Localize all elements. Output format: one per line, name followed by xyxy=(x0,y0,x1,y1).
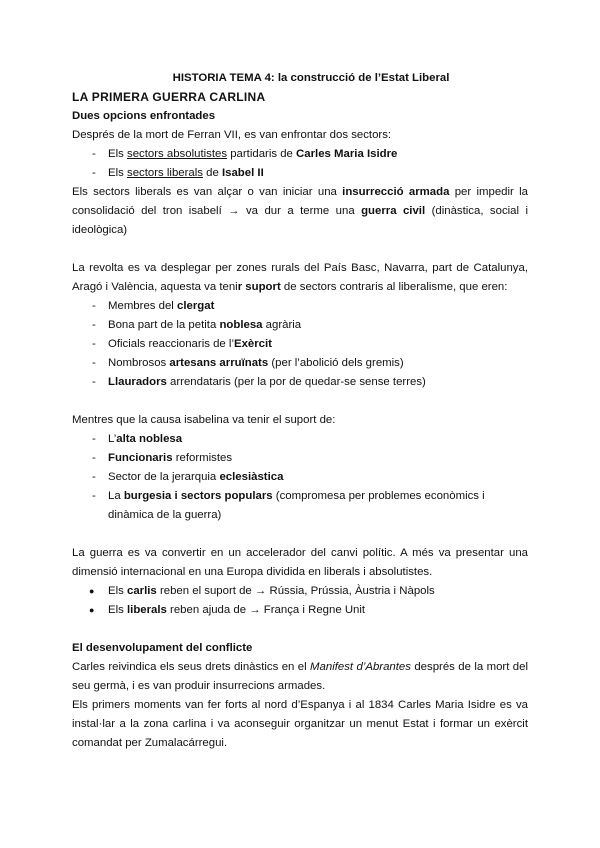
list-item: - Bona part de la petita noblesa agrària xyxy=(72,316,528,335)
paragraph-isabel-cause: Mentres que la causa isabelina va tenir el suport de: xyxy=(72,414,336,426)
sectors-absolutistes-link[interactable]: sectors absolutistes xyxy=(127,148,228,160)
isabel-support-list xyxy=(72,430,528,525)
list-item: - Nombrosos artesans arruïnats (per l’abolició dels gremis) xyxy=(72,354,528,373)
paragraph-revolt: La revolta es va desplegar per zones rurals del País Basc, Navarra, part de Catalunya, Aragó i València, aquesta va tenir suport de sectors contraris al liberalisme, que eren: xyxy=(72,262,528,293)
list-item: - Els sectors absolutistes partidaris de Carles Maria Isidre xyxy=(72,145,528,164)
sectors-liberals-link[interactable]: sectors liberals xyxy=(127,167,203,179)
list-item: - Sector de la jerarquia eclesiàstica xyxy=(72,468,528,487)
list-item: - La burgesia i sectors populars (compromesa per problemes econòmics i dinàmica de la guerra) xyxy=(72,487,528,525)
list-item: - Llauradors arrendataris (per la por de quedar-se sense terres) xyxy=(72,373,528,392)
list-item: - Els sectors liberals de Isabel II xyxy=(72,164,528,183)
carlist-support-list xyxy=(72,297,528,392)
subheading-two-options: Dues opcions enfrontades xyxy=(72,110,216,122)
paragraph-manifest: Carles reivindica els seus drets dinàstics en el Manifest d’Abrantes després de la mort del seu germà, i es van produir insurrecions armades. xyxy=(72,661,528,692)
list-item: - Oficials reaccionaris de l’Exèrcit xyxy=(72,335,528,354)
paragraph-first-moments: Els primers moments van fer forts al nord d’Espanya i al 1834 Carles Maria Isidre es va instal·lar a la zona carlina i va aconseguir organitzar un menut Estat i formar un exèrcit comandat per Zumalacárregui. xyxy=(72,699,528,749)
intro-paragraph: Després de la mort de Ferran VII, es van enfrontar dos sectors: xyxy=(72,129,392,141)
international-support-list xyxy=(72,582,528,620)
sectors-list xyxy=(72,145,528,183)
list-item: - Membres del clergat xyxy=(72,297,528,316)
paragraph-political-change: La guerra es va convertir en un accelerador del canvi polític. A més va presentar una dimensió internacional en una Europa dividida en liberals i absolutistes. xyxy=(72,547,528,578)
list-item: ● Els carlis reben el suport de → Rússia, Prússia, Àustria i Nàpols xyxy=(72,582,528,601)
section-heading-carlist-war: LA PRIMERA GUERRA CARLINA xyxy=(72,90,266,104)
paragraph-insurrection: Els sectors liberals es van alçar o van iniciar una insurrecció armada per impedir la consolidació del tron isabelí → va dur a terme una guerra civil (dinàstica, social i ideològica) xyxy=(72,186,528,236)
subheading-conflict-development: El desenvolupament del conflicte xyxy=(72,642,253,654)
document-title: HISTORIA TEMA 4: la construcció de l’Estat Liberal xyxy=(172,72,450,84)
list-item: ● Els liberals reben ajuda de → França i Regne Unit xyxy=(72,601,528,620)
list-item: - Funcionaris reformistes xyxy=(72,449,528,468)
list-item: - L’alta noblesa xyxy=(72,430,528,449)
